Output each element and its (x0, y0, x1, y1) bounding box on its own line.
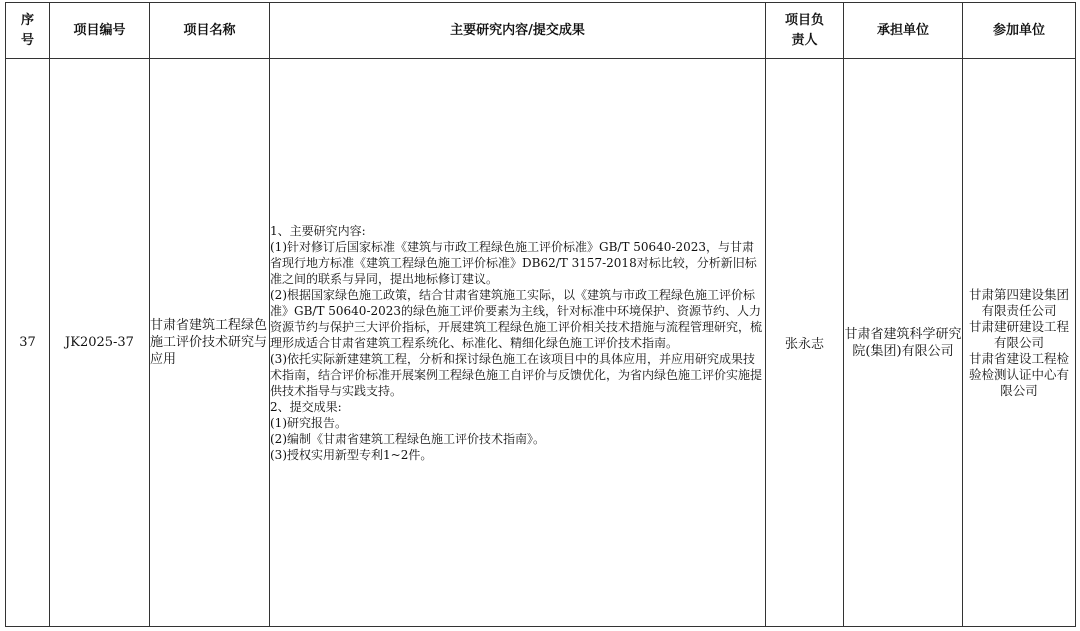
cell-leader: 张永志 (766, 59, 844, 627)
content-line: (3)依托实际新建建筑工程，分析和探讨绿色施工在该项目中的具体应用，并应用研究成果技术指南，结合评价标准开展案例工程绿色施工自评价与反馈优化，为省内绿色施工评价实施提供技术指导与实践支持。 (270, 351, 763, 398)
content-line: 1、主要研究内容: (270, 223, 366, 238)
cell-code: JK2025-37 (50, 59, 150, 627)
header-row (6, 3, 1076, 59)
cell-partners (963, 59, 1076, 627)
partner-item: 甘肃建研建设工程有限公司 (968, 318, 1069, 350)
cell-owner: 甘肃省建筑科学研究院(集团)有限公司 (844, 59, 963, 627)
header-partner: 参加单位 (963, 3, 1076, 59)
header-owner: 承担单位 (844, 3, 963, 59)
content-line: (3)授权实用新型专利1~2件。 (270, 447, 433, 462)
partner-item: 甘肃省建设工程检验检测认证中心有限公司 (968, 350, 1069, 398)
header-content: 主要研究内容/提交成果 (270, 3, 766, 59)
project-table (5, 2, 1076, 627)
content-line: (1)针对修订后国家标准《建筑与市政工程绿色施工评价标准》GB/T 50640-2023，与甘肃省现行地方标准《建筑工程绿色施工评价标准》DB62/T 3157-2018对标比较，分析新旧标准之间的联系与异同，提出地标修订建议。 (270, 239, 757, 286)
content-line: (2)根据国家绿色施工政策，结合甘肃省建筑施工实际，以《建筑与市政工程绿色施工评价标准》GB/T 50640-2023的绿色施工评价要素为主线，针对标准中环境保护、资源节约、人力资源节约与保护三大评价指标，开展建筑工程绿色施工评价相关技术措施与流程管理研究，梳理形成适合甘肃省建筑工程系统化、标准化、精细化绿色施工评价技术指南。 (270, 287, 763, 350)
header-code: 项目编号 (50, 3, 150, 59)
cell-seq: 37 (6, 59, 50, 627)
header-seq: 序号 (6, 3, 50, 59)
table-row (6, 59, 1076, 627)
content-line: 2、提交成果: (270, 399, 342, 414)
cell-content (270, 59, 766, 627)
cell-project-name: 甘肃省建筑工程绿色施工评价技术研究与应用 (150, 59, 270, 627)
header-leader: 项目负责人 (766, 3, 844, 59)
partner-item: 甘肃第四建设集团有限责任公司 (968, 286, 1069, 318)
content-line: (1)研究报告。 (270, 415, 347, 430)
header-name: 项目名称 (150, 3, 270, 59)
content-line: (2)编制《甘肃省建筑工程绿色施工评价技术指南》。 (270, 431, 546, 446)
